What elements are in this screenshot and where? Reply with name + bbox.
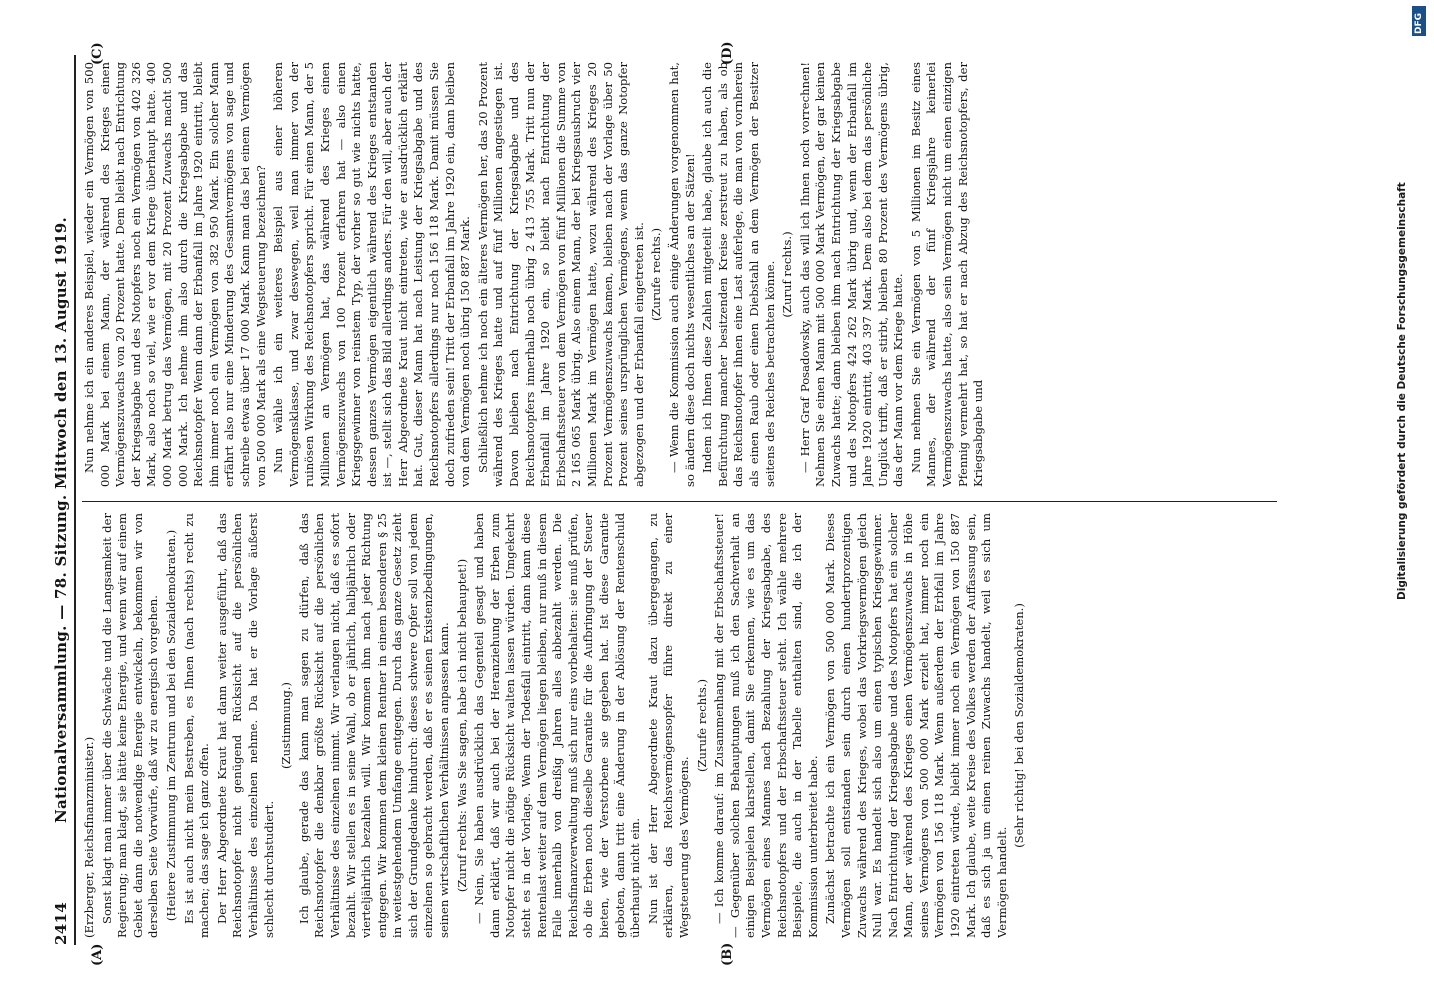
right-text-column — [82, 62, 1277, 487]
digitization-credit-text: Digitalisierung gefördert durch die Deutsche Forschungsgemeinschaft — [1396, 182, 1408, 600]
dfg-logo-text: DFG — [1414, 12, 1424, 34]
digitization-credit — [1396, 40, 1422, 600]
paragraph: — Herr Graf Posadowsky, auch das will ich Ihnen noch vorrechnen! Nehmen Sie einen Mann mit 500 000 Mark Vermögen, der gar keinen Zuwachs hatte; dann bleiben ihm nach Entrichtung der Kriegsabgabe und des Notopfers 424 262 Mark übrig und, wenn der Erbanfall im Jahre 1920 eintritt, 403 397 Mark. Dem also bei dem das persönliche Unglück trifft, daß er stirbt, bleiben 80 Prozent des Vermögens übrig, das der Mann vor dem Kriege hatte. — [797, 62, 906, 487]
paragraph: Schließlich nehme ich noch ein älteres Vermögen her, das 20 Prozent während des Krieges hatte und auf fünf Millionen angestiegen ist. Davon bleiben nach Entrichtung der Kriegsabgabe und des Reichsnotopfers innerhalb noch übrig 2 413 755 Mark. Tritt nun der Erbanfall im Jahre 1920 ein, so bleibt nach Entrichtung der Erbschaftssteuer von dem Vermögen von fünf Millionen die Summe von 2 165 065 Mark übrig. Also einem Mann, der bei Kriegsausbruch vier Millionen Mark im Vermögen hatte, wozu während des Krieges 20 Prozent Vermögenszuwachs kamen, bleiben nach der Vorlage über 50 Prozent seines ursprünglichen Vermögens, wenn das ganze Notopfer abgezogen und der Erbanfall eingetreten ist. — [475, 62, 646, 487]
interjection: (Zurufe rechts.) — [649, 227, 664, 322]
paragraph: Nun nehmen Sie ein Vermögen von 5 Millionen im Besitz eines Mannes, der während der fünf Kriegsjahre keinerlei Vermögenszuwachs hatte, also sein Vermögen nicht um einen einzigen Pfennig vermehrt hat, so hat er nach Abzug des Reichsnotopfers, der Kriegsabgabe und — [908, 62, 986, 487]
margin-letter-d: (D) — [720, 41, 735, 65]
interjection: (Heitere Zustimmung im Zentrum und bei den Sozialdemokraten.) — [163, 529, 178, 922]
paragraph: Indem ich Ihnen diese Zahlen mitgeteilt habe, glaube ich auch die Befürchtung mancher besitzenden Kreise zerstreut zu haben, als ob das Reichsnotopfer ihnen eine Last auferlege, die man von vornherein als einen Raub oder einen Diebstahl an dem Vermögen der Besitzer seitens des Reiches betrachten könne. — [700, 62, 777, 487]
page-number: 2414 — [52, 902, 70, 945]
paragraph: Nun wähle ich ein weiteres Beispiel aus einer höheren Vermögensklasse, und zwar deswegen, weil man immer von der ruinösen Wirkung des Reichsnotopfers spricht. Für einen Mann, der 5 Millionen an Vermögen hat, das während des Krieges einen Vermögenszuwachs von 100 Prozent erfahren hat — also einen Kriegsgewinner von reinstem Typ, der vorher so gut wie nichts hatte, dessen ganzes Vermögen eigentlich während des Krieges entstanden ist —, stellt sich das Bild allerdings anders. Für den will, aber auch der Herr Abgeordnete Kraut nicht eintreten, wie er ausdrücklich erklärt hat. Gut, dieser Mann hat nach Leistung der Kriegsabgabe und des Reichsnotopfers allerdings nur noch 156 118 Mark. Damit müssen Sie doch zufrieden sein! Tritt der Erbanfall im Jahre 1920 ein, dann bleiben von dem Vermögen noch übrig 150 887 Mark. — [271, 62, 473, 487]
paragraph: (Erzberger, Reichsfinanzminister.) — [82, 736, 96, 938]
paragraph: Sonst klagt man immer über die Schwäche und die Langsamkeit der Regierung; man klagt, sie hätte keine Energie, und wenn wir auf einem Gebiet dann die notwendige Energie entwickeln, bekommen wir von derselben Seite Vorwürfe, daß wir zu energisch vorgehen. — [99, 513, 161, 938]
dfg-logo — [1412, 6, 1426, 36]
interjection: (Zuruf rechts.) — [780, 231, 795, 318]
margin-letter-a: (A) — [90, 943, 105, 966]
column-divider — [82, 501, 1277, 502]
paragraph: Nun ist der Herr Abgeordnete Kraut dazu übergegangen, zu erklären, das Reichsvermögensopfer führe direkt zu einer Wegsteuerung des Vermögens. — [645, 513, 691, 938]
paragraph: Zunächst betrachte ich ein Vermögen von 500 000 Mark. Dieses Vermögen soll entstanden sein durch einen hundertprozentigen Zuwachs während des Krieges, wobei das Vorkriegsvermögen gleich Null war. Es handelt sich also um einen typischen Kriegsgewinner. Nach Entrichtung der Kriegsabgabe und des Notopfers hat ein solcher Mann, der während des Krieges einen Vermögenszuwachs in Höhe seines Vermögens von 500 000 Mark erzielt hat, immer noch ein Vermögen von 156 118 Mark. Wenn außerdem der Erbfall im Jahre 1920 eintreten würde, bleibt immer noch ein Vermögen von 150 887 Mark. Ich glaube, weite Kreise des Volkes werden der Auffassung sein, daß es sich ja um einen reinen Zuwachs handelt, weil es sich um Vermögen handelt. — [823, 513, 1009, 938]
paragraph: Der Herr Abgeordnete Kraut hat dann weiter ausgeführt, daß das Reichsnotopfer nicht genügend Rücksicht auf die persönlichen Verhältnisse des einzelnen nehme. Da hat er die Vorlage äußerst schlecht durchstudiert. — [214, 513, 276, 938]
interjection: (Zuruf rechts: Was Sie sagen, habe ich nicht behauptet!) — [454, 558, 469, 893]
paragraph: Es ist auch nicht mein Bestreben, es Ihnen (nach rechts) recht zu machen; das sage ich ganz offen. — [181, 513, 212, 938]
left-text-column — [82, 513, 1277, 938]
paragraph: — Nein, Sie haben ausdrücklich das Gegenteil gesagt und haben dann erklärt, daß wir auch bei der Heranziehung der Erben zum Notopfer nicht die nötige Rücksicht walten lassen würden. Umgekehrt steht es in der Vorlage. Wenn der Todesfall eintritt, dann kann diese Rentenlast weiter auf dem Vermögen liegen bleiben, nur muß in diesem Falle innerhalb von dreißig Jahren alles abbezahlt werden. Die Reichsfinanzverwaltung muß sich nur eins vorbehalten: sie muß prüfen, ob die Erben noch dieselbe Garantie für die Aufbringung der Steuer bieten, wie der Verstorbene sie gegeben hat. Ist diese Garantie geboten, dann tritt eine Änderung in der Ablösung der Rentenschuld überhaupt nicht ein. — [472, 513, 643, 938]
page-title: Nationalversammlung. — 78. Sitzung. Mittwoch den 13. August 1919. — [52, 217, 70, 823]
paragraph: Nun nehme ich ein anderes Beispiel, wieder ein Vermögen von 500 000 Mark bei einem Mann, der während des Krieges einen Vermögenszuwachs von 20 Prozent hatte. Dem bleibt nach Entrichtung der Kriegsabgabe und des Notopfers noch ein Vermögen von 402 326 Mark, also noch so viel, wie er vor dem Kriege überhaupt hatte. 400 000 Mark betrug das Vermögen, mit 20 Prozent Zuwachs macht 500 000 Mark. Ich nehme ihm also durch die Kriegsabgabe und das Reichsnotopfer Wenn dann der Erbanfall im Jahre 1920 eintritt, bleibt ihm immer noch ein Vermögen von 382 950 Mark. Ein solcher Mann erfährt also nur eine Minderung des Gesamtvermögens von sage und schreibe etwas über 17 000 Mark. Kann man das bei einem Vermögen von 500 000 Mark als eine Wegsteuerung bezeichnen? — [82, 62, 268, 487]
paragraph: — Wenn die Kommission auch einige Änderungen vorgenommen hat, so ändern diese doch nichts wesentliches an der Sätzen! — [666, 62, 697, 487]
header-rule — [74, 55, 76, 945]
interjection: (Zustimmung.) — [279, 682, 294, 769]
margin-letter-c: (C) — [90, 42, 105, 65]
paragraph: Ich glaube, gerade das kann man sagen zu dürfen, daß das Reichsnotopfer die denkbar größte Rücksicht auf die persönlichen Verhältnisse des einzelnen nimmt. Wir verlangen nicht, daß es sofort bezahlt. Wir stellen es in seine Wahl, ob er jährlich, halbjährlich oder vierteljährlich bezahlen will. Wir kommen ihm nach jeder Richtung entgegen. Wir kommen dem kleinen Rentner in einem besonderen § 25 in weitestgehendem Umfange entgegen. Durch das ganze Gesetz zieht sich der Grundgedanke hindurch: dieses schwere Opfer soll von jedem einzelnen so gebracht werden, daß er es seinen Existenzbedingungen, seinen wirtschaftlichen Verhältnissen anpassen kann. — [296, 513, 452, 938]
margin-letter-b: (B) — [720, 942, 735, 966]
paragraph: — Ich komme darauf: im Zusammenhang mit der Erbschaftssteuer! — Gegenüber solchen Behauptungen muß ich den Sachverhalt an einigen Beispielen klarstellen, damit Sie erkennen, wie es um das Vermögen eines Mannes nach Bezahlung der Kriegsabgabe, des Reichsnotopfers und der Erbschaftssteuer steht. Ich wähle mehrere Beispiele, die auch in der Tabelle enthalten sind, die ich der Kommission unterbreitet habe. — [712, 513, 820, 938]
interjection: (Sehr richtig! bei den Sozialdemokraten.) — [1012, 603, 1027, 848]
interjection: (Zurufe rechts.) — [694, 678, 709, 773]
